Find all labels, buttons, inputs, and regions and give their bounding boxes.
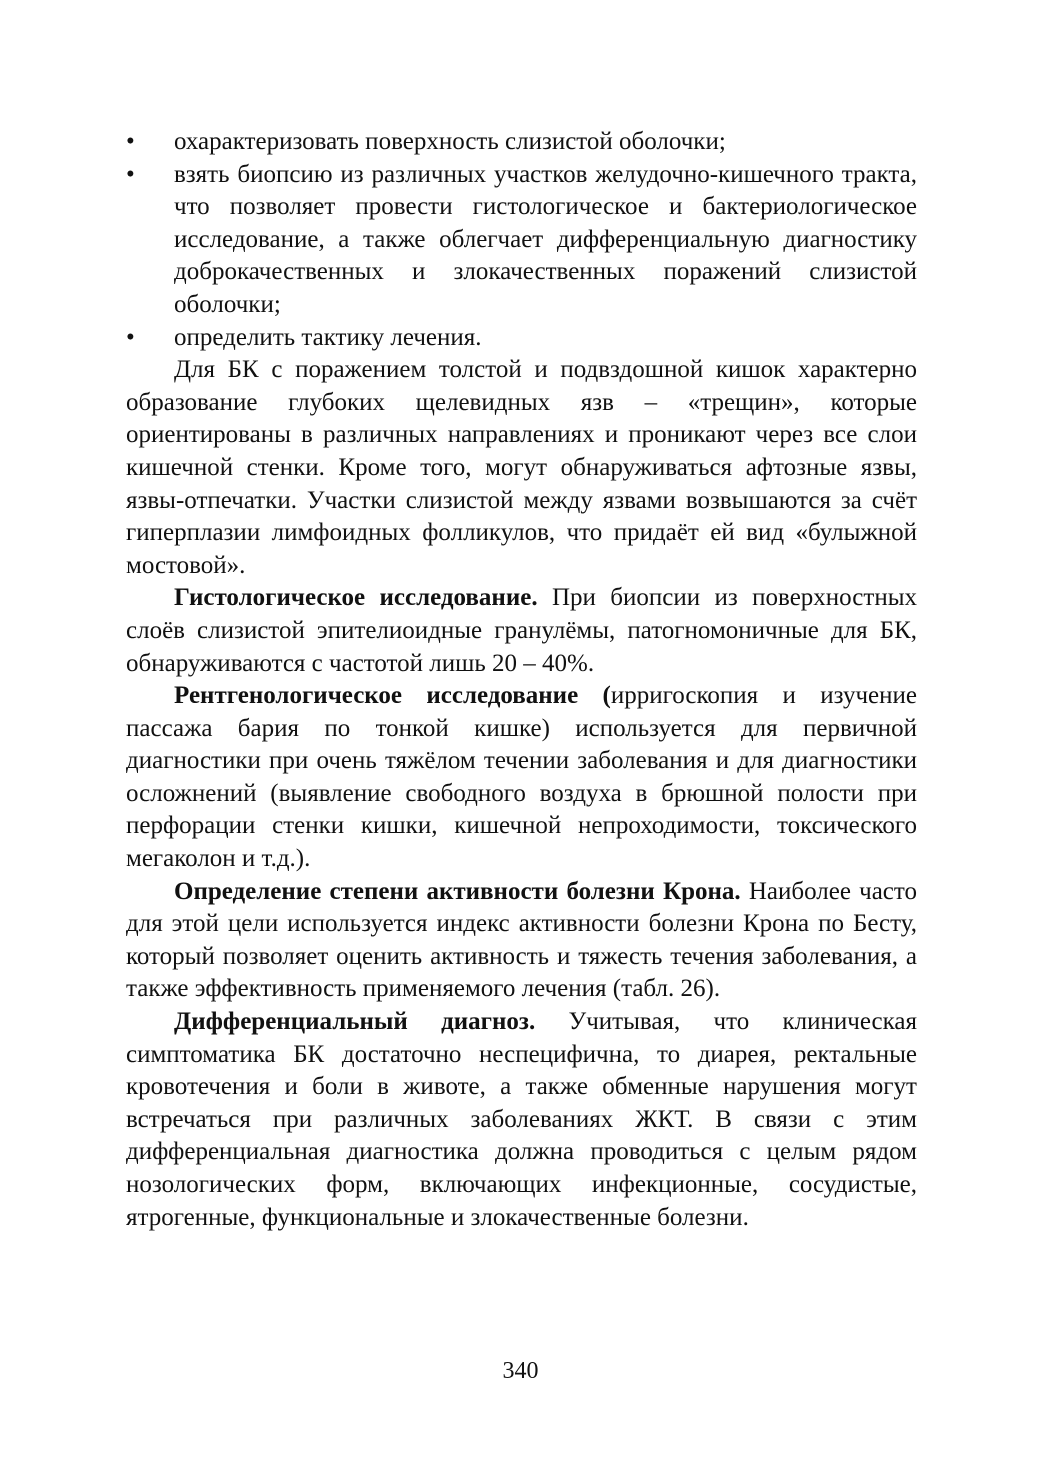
bullet-text: взять биопсию из различных участков желудочно-кишечного тракта, что позволяет провести гистологическое и бактериологическое исследование, а также облегчает дифференциальную диагностику доброкачественных и злокачественных поражений слизистой оболочки;: [174, 160, 917, 318]
bullet-text: определить тактику лечения.: [174, 323, 482, 351]
paragraph-histology: [126, 582, 917, 680]
page-number: 340: [502, 1358, 539, 1384]
paragraph-heading: Рентгенологическое исследование (: [174, 682, 611, 710]
bullet-glyph: •: [126, 323, 135, 351]
bullet-glyph: •: [126, 160, 135, 188]
list-item: [126, 159, 917, 322]
bullet-list: [126, 126, 917, 354]
paragraph-radiology: [126, 680, 917, 876]
bullet-glyph: •: [126, 128, 135, 155]
paragraph-heading: Гистологическое исследование.: [174, 584, 538, 612]
paragraph-text: Наиболее часто для этой цели используется индекс активности болезни Крона по Бесту, который позволяет оценить активность и тяжесть течения заболевания, а также эффективность применяемого лечения (табл. 26).: [126, 877, 918, 1003]
list-item: [126, 126, 917, 159]
paragraph-text: Для БК с поражением толстой и подвздошной кишок характерно образование глубоких щелевидных язв – «трещин», которые ориентированы в различных направлениях и проникают через все слои кишечной стенки. Кроме того, могут обнаруживаться афтозные язвы, язвы-отпечатки. Участки слизистой между язвами возвышаются за счёт гиперплазии лимфоидных фолликулов, что придаёт ей вид «булыжной мостовой».: [126, 356, 917, 579]
paragraph-text: Учитывая, что клиническая симптоматика БК достаточно неспецифична, то диарея, ректальные кровотечения и боли в животе, а также обменные нарушения могут встречаться при различных заболеваниях ЖКТ. В связи с этим дифференциальная диагностика должна проводиться с целым рядом нозологических форм, включающих инфекционные, сосудистые, ятрогенные, функциональные и злокачественные болезни.: [126, 1008, 918, 1231]
paragraph-differential: [126, 1006, 917, 1234]
bullet-text: охарактеризовать поверхность слизистой оболочки;: [174, 128, 726, 155]
paragraph-heading: Дифференциальный диагноз.: [174, 1008, 536, 1036]
paragraph-activity: [126, 876, 917, 1006]
page-body: [126, 126, 917, 1234]
list-item: [126, 322, 917, 355]
paragraph-intro: [126, 354, 917, 582]
paragraph-text: ирригоскопия и изучение пассажа бария по тонкой кишке) используется для первичной диагностики при очень тяжёлом течении заболевания и для диагностики осложнений (выявление свободного воздуха в брюшной полости при перфорации стенки кишки, кишечной непроходимости, токсического мегаколон и т.д.).: [126, 682, 917, 873]
paragraph-heading: Определение степени активности болезни Крона.: [174, 877, 741, 905]
paragraph-text: При биопсии из поверхностных слоёв слизистой эпителиоидные гранулёмы, патогномоничные для БК, обнаруживаются с частотой лишь 20 – 40%.: [126, 584, 917, 677]
